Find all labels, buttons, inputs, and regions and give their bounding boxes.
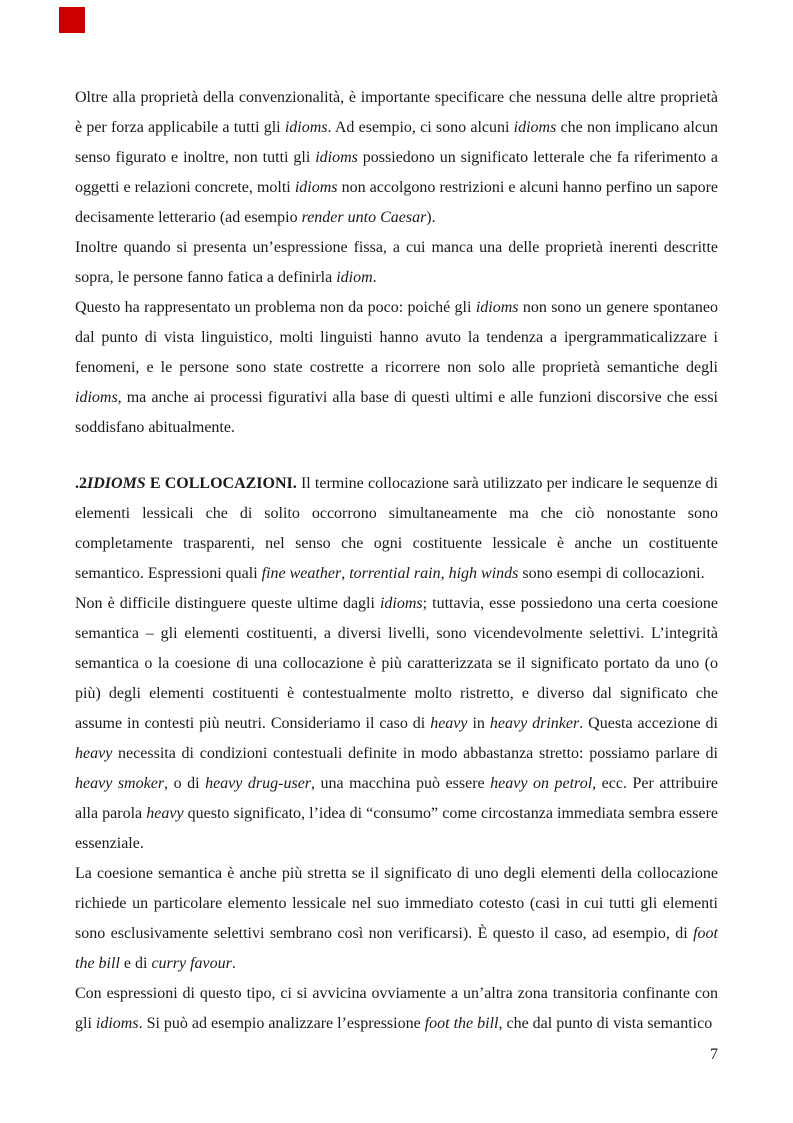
text-segment: fine weather: [261, 565, 342, 582]
text-segment: torrential rain: [349, 565, 441, 582]
text-segment: idioms: [75, 389, 118, 406]
text-segment: . Ad esempio, ci sono alcuni: [327, 119, 514, 136]
text-segment: E COLLOCAZIONI.: [145, 475, 297, 492]
para-5: [75, 589, 718, 859]
text-segment: idioms: [379, 595, 423, 612]
text-segment: in: [467, 715, 490, 732]
text-segment: possiedono un significato letterale che fa riferimento a oggetti e relazioni concrete, molti: [75, 149, 718, 196]
text-segment: ,: [341, 565, 350, 582]
page-number: 7: [710, 1046, 718, 1063]
text-segment: heavy: [146, 805, 184, 822]
text-segment: .2: [75, 475, 87, 492]
text-segment: Non è difficile distinguere queste ultime dagli: [75, 595, 380, 612]
text-segment: curry favour: [151, 955, 232, 972]
text-segment: foot the bill: [75, 925, 718, 972]
para-4-heading: [75, 469, 718, 589]
text-segment: idioms: [315, 149, 358, 166]
text-segment: e di: [119, 955, 152, 972]
para-1: [75, 83, 718, 233]
text-segment: , una macchina può essere: [311, 775, 491, 792]
text-segment: heavy smoker: [75, 775, 165, 792]
text-segment: , ma anche ai processi figurativi alla base di questi ultimi e alle funzioni discorsive che essi soddisfano abitualmente.: [75, 389, 718, 436]
text-segment: idiom: [336, 269, 373, 286]
para-6: [75, 859, 718, 979]
text-segment: heavy on petrol: [490, 775, 593, 792]
text-segment: heavy: [430, 715, 468, 732]
text-segment: idioms: [294, 179, 338, 196]
red-square-marker: [59, 7, 85, 33]
text-segment: che non implicano alcun senso figurato e inoltre, non tutti gli: [75, 119, 719, 166]
text-segment: idioms: [475, 299, 519, 316]
text-segment: idioms: [95, 1015, 139, 1032]
text-segment: , ecc. Per attribuire alla parola: [75, 775, 718, 822]
text-segment: IDIOMS: [87, 475, 146, 492]
text-segment: . Questa accezione di: [579, 715, 719, 732]
text-segment: Inoltre quando si presenta un’espressione fissa, a cui manca una delle proprietà inerenti descritte sopra, le persone fanno fatica a definirla: [75, 239, 718, 286]
text-segment: .: [231, 955, 236, 972]
text-segment: , o di: [164, 775, 206, 792]
text-segment: heavy: [75, 745, 113, 762]
text-segment: idioms: [284, 119, 328, 136]
para-2: [75, 233, 718, 293]
para-3: [75, 293, 718, 443]
text-segment: necessita di condizioni contestuali definite in modo abbastanza stretto: possiamo parlare di: [112, 745, 718, 762]
text-segment: heavy drinker: [489, 715, 580, 732]
text-segment: sono esempi di collocazioni.: [518, 565, 705, 582]
para-7: [75, 979, 718, 1039]
text-segment: ; tuttavia, esse possiedono una certa coesione semantica – gli elementi costituenti, a diversi livelli, sono vicendevolmente selettivi. L’integrità semantica o la coesione di una collocazione è più caratterizzata se il significato portato da uno (o più) degli elementi costituenti è contestualmente molto ristretto, e diverso dal significato che assume in contesti più neutri. Consideriamo il caso di: [75, 595, 718, 732]
text-segment: foot the bill: [424, 1015, 499, 1032]
text-segment: Oltre alla proprietà della convenzionalità, è importante specificare che nessuna delle altre proprietà è per forza applicabile a tutti gli: [75, 89, 718, 136]
text-segment: Con espressioni di questo tipo, ci si avvicina ovviamente a un’altra zona transitoria confinante con gli: [75, 985, 718, 1032]
document-body: [75, 83, 718, 1039]
text-segment: ,: [440, 565, 449, 582]
text-segment: non sono un genere spontaneo dal punto di vista linguistico, molti linguisti hanno avuto la tendenza a ipergrammaticalizzare i fenomeni, e le persone sono state costrette a ricorrere non solo alle proprietà semantiche degli: [75, 299, 719, 376]
text-segment: non accolgono restrizioni e alcuni hanno perfino un sapore decisamente letterario (ad esempio: [75, 179, 719, 226]
text-segment: heavy drug-user: [205, 775, 312, 792]
text-segment: Questo ha rappresentato un problema non da poco: poiché gli: [75, 299, 476, 316]
text-segment: La coesione semantica è anche più stretta se il significato di uno degli elementi della collocazione richiede un particolare elemento lessicale nel suo immediato cotesto (casi in cui tutti gli elementi sono esclusivamente selettivi sembrano così non verificarsi). È questo il caso, ad esempio, di: [75, 865, 718, 942]
text-segment: . Si può ad esempio analizzare l’espressione: [138, 1015, 425, 1032]
text-segment: idioms: [513, 119, 557, 136]
text-segment: , che dal punto di vista semantico: [498, 1015, 713, 1032]
text-segment: questo significato, l’idea di “consumo” come circostanza immediata sembra essere essenziale.: [75, 805, 718, 852]
text-segment: high winds: [448, 565, 519, 582]
text-segment: Il termine collocazione sarà utilizzato per indicare le sequenze di elementi lessicali che di solito occorrono simultaneamente ma che ciò nonostante sono completamente trasparenti, nel senso che ogni costituente lessicale è anche un costituente semantico. Espressioni quali: [75, 475, 718, 582]
text-segment: .: [372, 269, 377, 286]
text-segment: ).: [426, 209, 436, 226]
text-segment: render unto Caesar: [301, 209, 427, 226]
